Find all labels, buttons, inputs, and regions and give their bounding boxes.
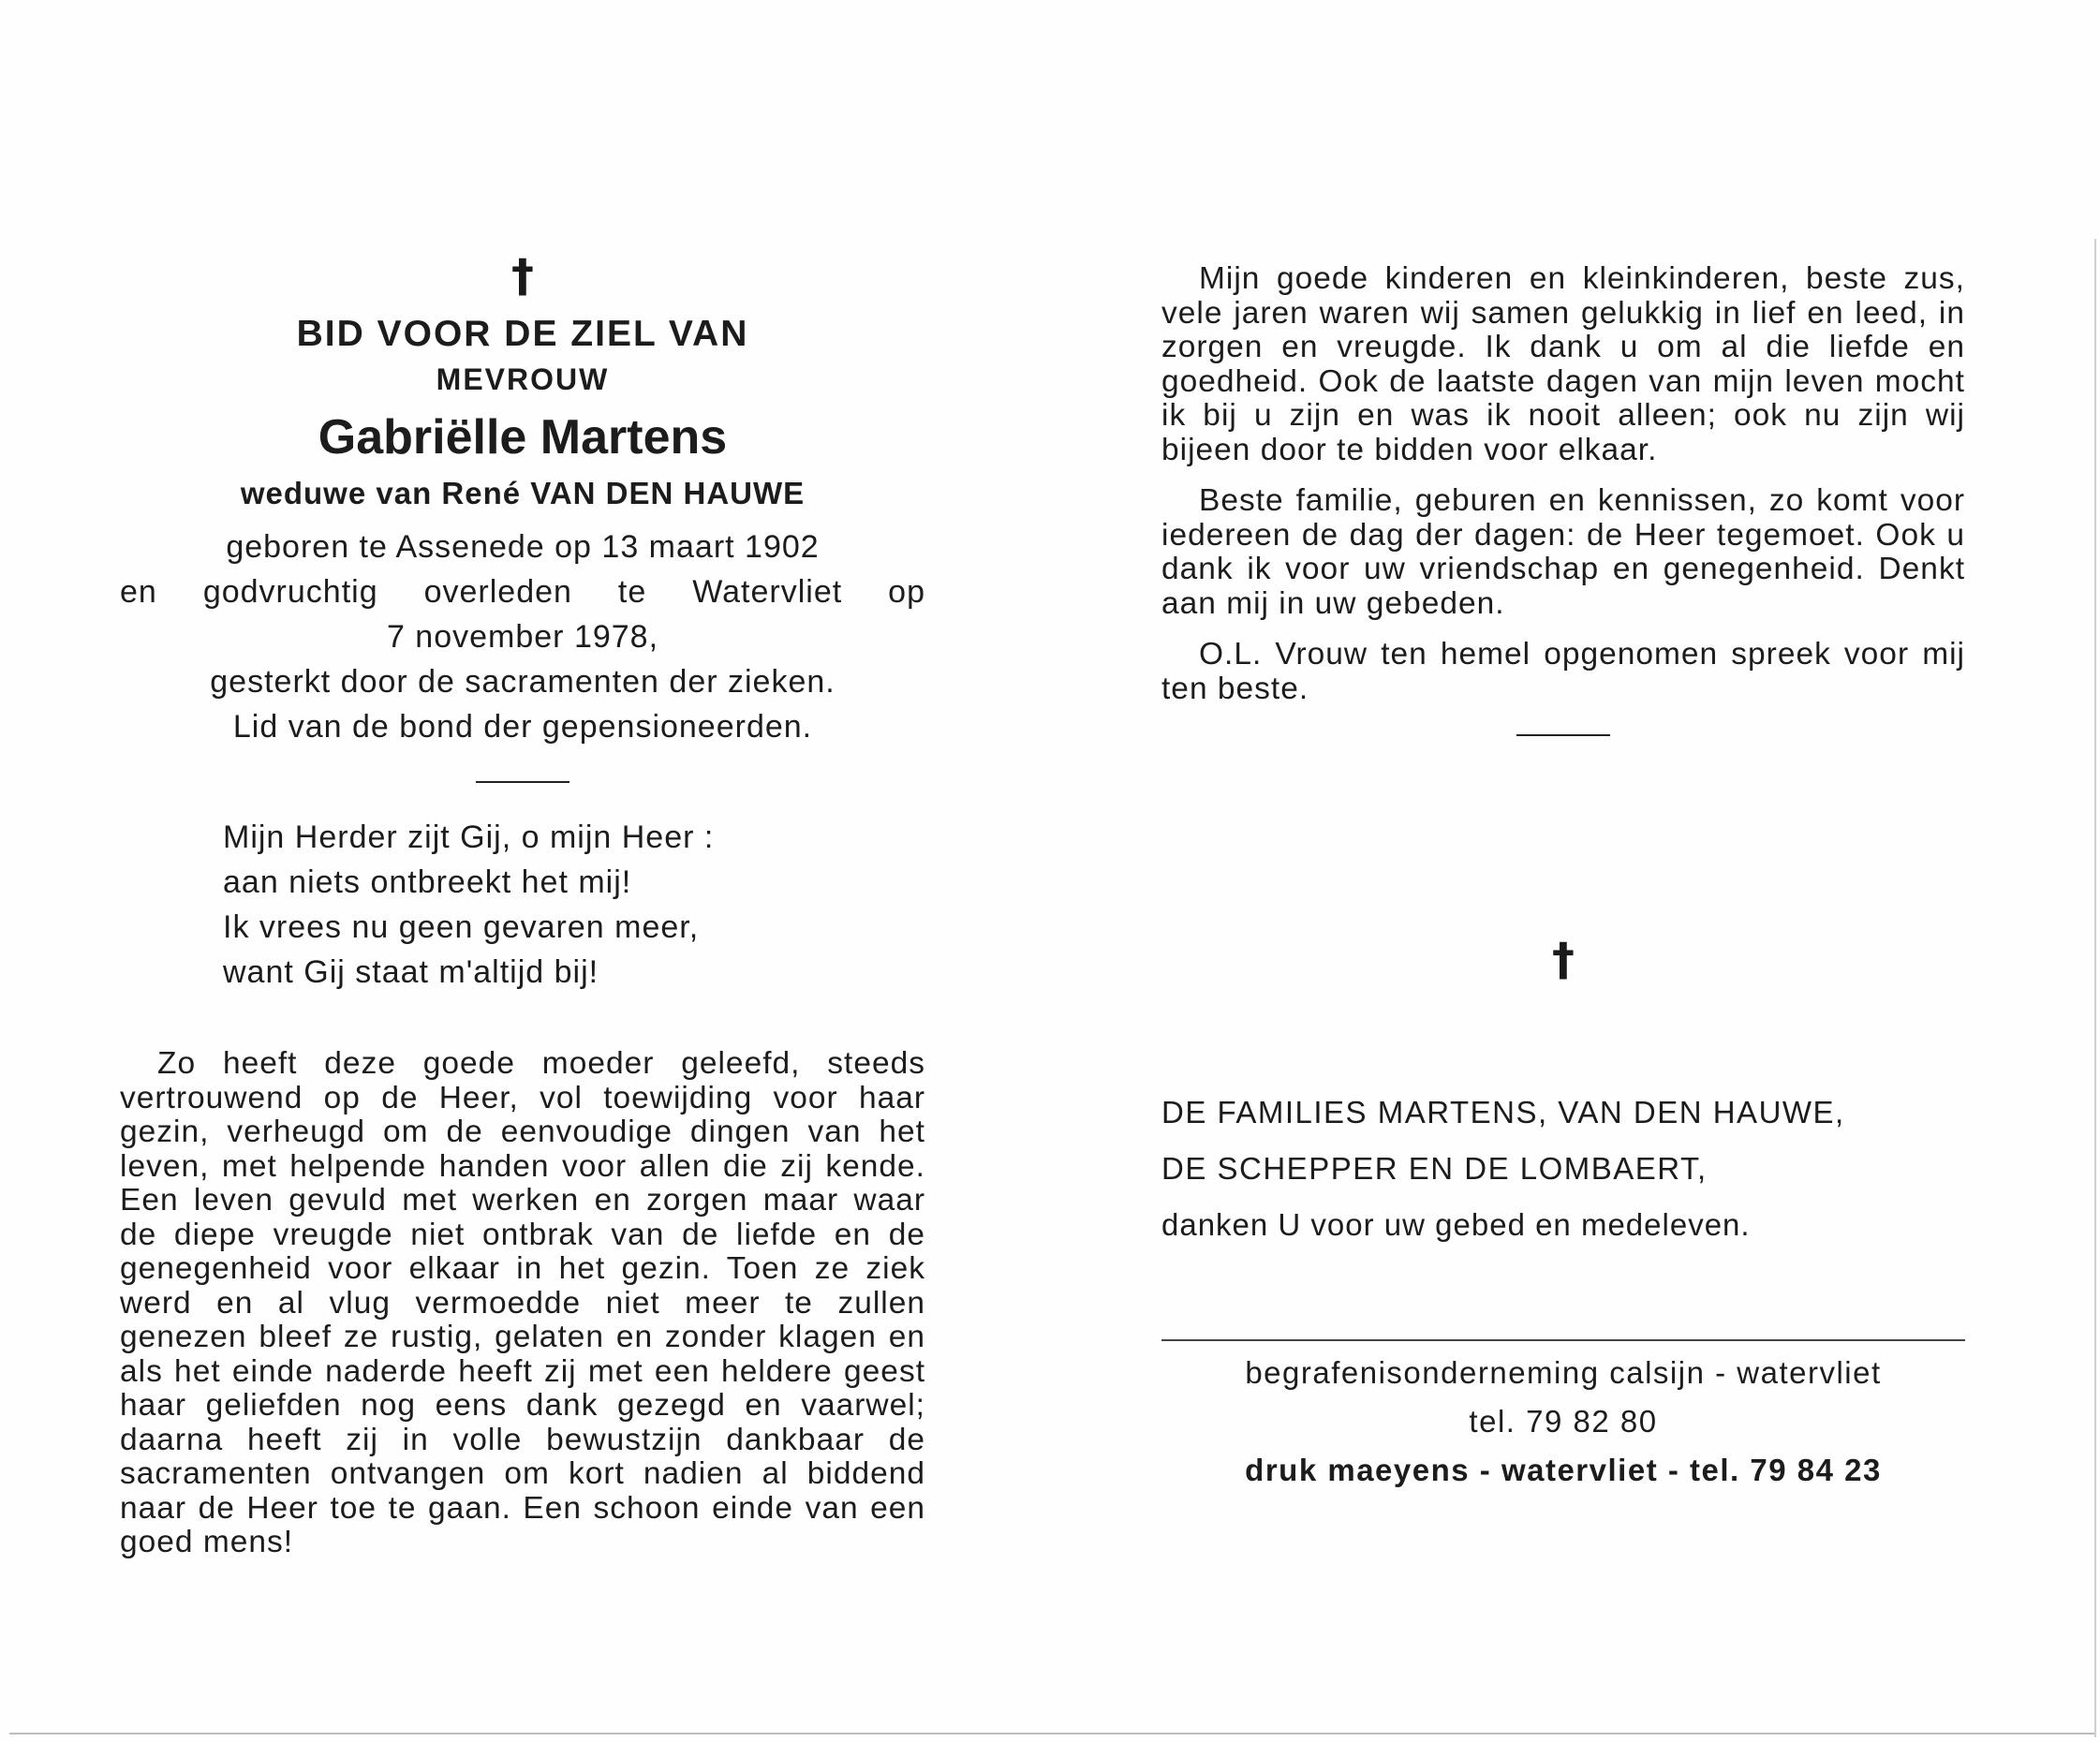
death-date-line: 7 november 1978, <box>386 619 659 655</box>
poem-line: Mijn Herder zijt Gij, o mijn Heer : <box>223 819 715 855</box>
life-dates <box>120 524 925 749</box>
card-edge <box>2094 239 2096 1737</box>
widow-of: weduwe van René VAN DEN HAUWE <box>240 476 806 510</box>
footer-divider <box>1161 1339 1965 1341</box>
divider <box>1516 734 1610 736</box>
farewell-paragraph: O.L. Vrouw ten hemel opgenomen spreek voor mij ten beste. <box>1161 637 1965 706</box>
title-mevrouw: MEVROUW <box>436 362 610 396</box>
farewell-paragraph: Mijn goede kinderen en kleinkinderen, beste zus, vele jaren waren wij samen gelukkig in lief en leed, in zorgen en vreugde. Ik dank u om al die liefde en goedheid. Ook de laatste dagen van mijn leven mocht ik bij u zijn en was ik nooit alleen; ook nu zijn wij bijeen door te bidden voor elkaar. <box>1161 261 1965 467</box>
poem-line: want Gij staat m'altijd bij! <box>223 954 599 990</box>
undertaker-phone: tel. 79 82 80 <box>1469 1404 1658 1439</box>
footer <box>1161 1349 1965 1495</box>
cross-icon: † <box>1552 934 1575 986</box>
printer-line: druk maeyens - watervliet - tel. 79 84 23 <box>1245 1453 1882 1487</box>
farewell-paragraph: Beste familie, geburen en kennissen, zo komt voor iedereen de dag der dagen: de Heer tegemoet. Ook u dank ik voor uw vriendschap en genegenheid. Denkt aan mij in uw gebeden. <box>1161 483 1965 621</box>
birth-line: geboren te Assenede op 13 maart 1902 <box>226 529 820 565</box>
card-edge <box>9 1733 2094 1735</box>
poem <box>120 815 925 995</box>
eulogy-paragraph: Zo heeft deze goede moeder geleefd, steeds vertrouwend op de Heer, vol toewijding voor haar gezin, verheugd om de eenvoudige dingen van het leven, met helpende handen voor allen die zij kende. Een leven gevuld met werken en zorgen maar waar de diepe vreugde niet ontbrak van de liefde en de genegenheid voor elkaar in het gezin. Toen ze ziek werd en al vlug vermoedde niet meer te zullen genezen bleef ze rustig, gelaten en zonder klagen en als het einde naderde heeft zij met een heldere geest haar geliefden nog eens dank gezegd en vaarwel; daarna heeft zij in volle bewustzijn dankbaar de sacramenten ontvangen om kort nadien al biddend naar de Heer toe te gaan. Een schoon einde van een goed mens! <box>120 1046 925 1559</box>
divider <box>476 781 569 783</box>
thanks-line: danken U voor uw gebed en medeleven. <box>1161 1207 1751 1242</box>
family-line: DE SCHEPPER EN DE LOMBAERT, <box>1161 1151 1708 1186</box>
prayer-heading: BID VOOR DE ZIEL VAN <box>296 314 749 354</box>
deceased-name: Gabriëlle Martens <box>318 410 728 465</box>
family-block <box>1161 1085 1965 1253</box>
membership-line: Lid van de bond der gepensioneerden. <box>232 709 813 745</box>
left-page <box>120 250 925 1560</box>
cross-icon: † <box>511 250 534 303</box>
family-line: DE FAMILIES MARTENS, VAN DEN HAUWE, <box>1161 1095 1845 1129</box>
sacraments-line: gesterkt door de sacramenten der zieken. <box>210 664 836 700</box>
poem-line: aan niets ontbreekt het mij! <box>223 864 632 900</box>
poem-line: Ik vrees nu geen gevaren meer, <box>223 909 700 945</box>
right-page <box>1161 262 1965 1495</box>
death-line: en godvruchtig overleden te Watervliet op <box>120 574 925 610</box>
undertaker-line: begrafenisonderneming calsijn - watervliet <box>1245 1355 1882 1390</box>
